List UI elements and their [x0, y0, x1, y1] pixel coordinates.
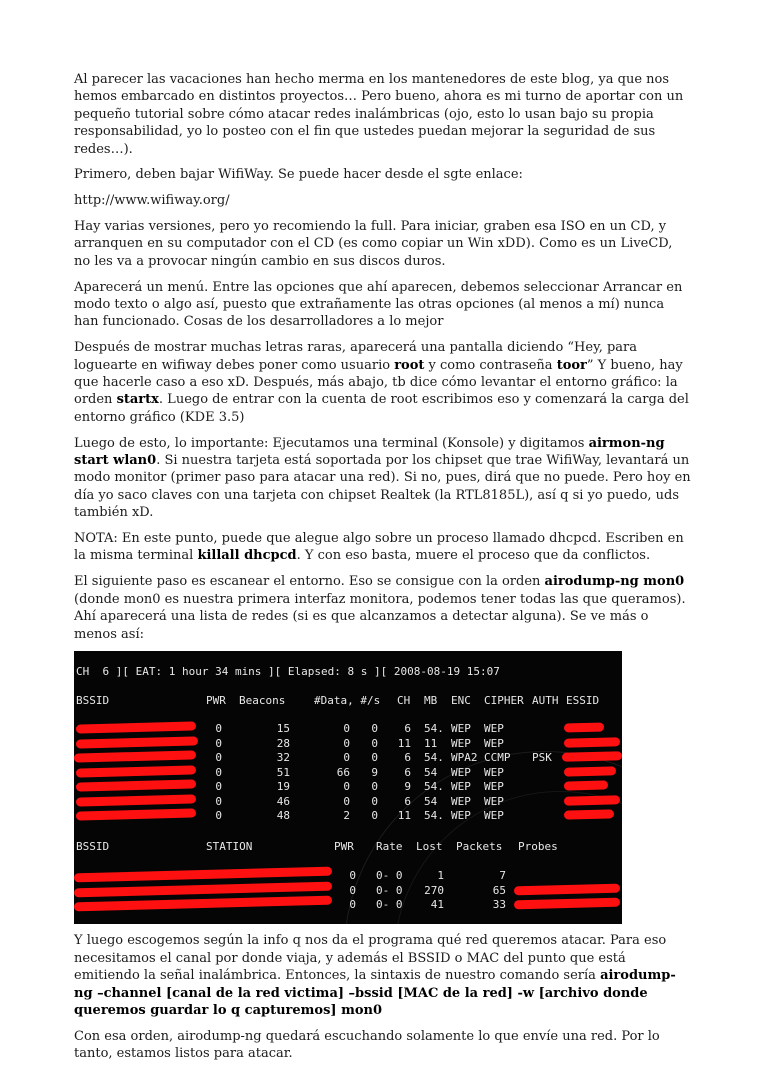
ap-cell-cipher: CCMP: [484, 751, 511, 765]
ap-cell-pwr: 0: [215, 751, 222, 765]
ap-cell-beacons: 28: [276, 736, 290, 750]
ap-header-essid: ESSID: [566, 694, 600, 708]
ap-cell-enc: WEP: [451, 736, 471, 750]
redaction-bssid: [76, 722, 196, 734]
ap-cell-per_s: 0: [371, 809, 378, 823]
redaction-bssid: [74, 751, 196, 763]
ap-cell-mb: 54.: [424, 751, 444, 765]
ap-cell-mb: 54: [424, 765, 438, 779]
wifiway-link[interactable]: http://www.wifiway.org/: [74, 193, 230, 209]
ap-cell-mb: 54.: [424, 809, 444, 823]
ap-cell-cipher: WEP: [484, 794, 504, 808]
cmd-airmon: airmon-ng start wlan0: [74, 435, 665, 469]
ap-cell-per_s: 9: [371, 765, 378, 779]
client-header-lost: Lost: [416, 840, 443, 854]
paragraph-listening: Con esa orden, airodump-ng quedará escuchando solamente lo que envíe una red. Por lo tanto, estamos listos para atacar.: [74, 1028, 660, 1062]
client-header-rate: Rate: [376, 840, 403, 854]
redaction-station: [74, 881, 332, 897]
ap-cell-data: 0: [343, 751, 350, 765]
ap-cell-data: 0: [343, 780, 350, 794]
ap-cell-per_s: 0: [371, 780, 378, 794]
ap-cell-ch: 6: [404, 765, 411, 779]
ap-cell-beacons: 51: [276, 765, 290, 779]
ap-cell-cipher: WEP: [484, 722, 504, 736]
ap-cell-beacons: 15: [276, 722, 290, 736]
ap-cell-pwr: 0: [215, 765, 222, 779]
ap-cell-cipher: WEP: [484, 765, 504, 779]
ap-cell-data: 0: [343, 736, 350, 750]
cmd-root: root: [394, 357, 425, 373]
ap-cell-data: 2: [343, 809, 350, 823]
paragraph-versions: Hay varias versiones, pero yo recomiendo la full. Para iniciar, graben esa ISO en un CD, y arranquen en su computador con el CD (es como copiar un Win xDD). Como es un LiveCD, no les va a provocar ningún cambio en sus discos duros.: [74, 219, 673, 269]
redaction-essid: [564, 766, 616, 776]
ap-cell-data: 0: [343, 722, 350, 736]
ap-header-ch: CH: [397, 694, 411, 708]
ap-cell-enc: WEP: [451, 794, 471, 808]
client-header-station: STATION: [206, 840, 253, 854]
redaction-bssid: [76, 794, 196, 806]
ap-cell-pwr: 0: [215, 780, 222, 794]
paragraph-note: NOTA: En este punto, puede que alegue algo sobre un proceso llamado dhcpcd. Escriben en la misma terminal killall dhcpcd. Y con eso basta, muere el proceso que da conflictos.: [74, 531, 684, 564]
ap-cell-ch: 6: [404, 722, 411, 736]
paragraph-scan: El siguiente paso es escanear el entorno. Eso se consigue con la orden airodump-ng mon0 (donde mon0 es nuestra primera interfaz monitora, podemos tener todas las que queramos). Ahí aparecerá una lista de redes (si es que alcanzamos a detectar alguna). Se ve más o menos así:: [74, 574, 686, 642]
ap-cell-per_s: 0: [371, 794, 378, 808]
ap-cell-data: 0: [343, 794, 350, 808]
ap-cell-pwr: 0: [215, 736, 222, 750]
ap-cell-enc: WEP: [451, 809, 471, 823]
ap-cell-ch: 11: [397, 736, 411, 750]
cmd-toor: toor: [556, 357, 587, 373]
client-cell-lost: 270: [424, 883, 444, 897]
ap-cell-cipher: WEP: [484, 780, 504, 794]
ap-cell-beacons: 19: [276, 780, 290, 794]
client-cell-pwr: 0: [349, 898, 356, 912]
client-header-bssid: BSSID: [76, 840, 110, 854]
paragraph-airmon: Luego de esto, lo importante: Ejecutamos una terminal (Konsole) y digitamos airmon-ng start wlan0. Si nuestra tarjeta está soportada por los chipset que trae WifiWay, levantará un modo monitor (primer paso para atacar una red). Si no, pues, dirá que no puede. Pero hoy en día yo saco claves con una tarjeta con chipset Realtek (la RTL8185L), así q si yo puedo, uds también xD.: [74, 435, 691, 521]
client-header-packets: Packets: [456, 840, 503, 854]
ap-cell-pwr: 0: [215, 794, 222, 808]
ap-cell-enc: WEP: [451, 765, 471, 779]
ap-cell-per_s: 0: [371, 722, 378, 736]
ap-header-mb: MB: [424, 694, 438, 708]
ap-cell-ch: 9: [404, 780, 411, 794]
ap-cell-beacons: 46: [276, 794, 290, 808]
ap-header-beacons: Beacons: [239, 694, 286, 708]
ap-cell-beacons: 48: [276, 809, 290, 823]
cmd-airodump: airodump-ng mon0: [544, 574, 685, 590]
ap-header-pwr: PWR: [206, 694, 226, 708]
redaction-station: [74, 896, 332, 912]
client-cell-lost: 1: [437, 869, 444, 883]
redaction-station: [74, 867, 332, 883]
ap-header-data: #Data, #/s: [314, 694, 381, 708]
paragraph-intro: Al parecer las vacaciones han hecho merma en los mantenedores de este blog, ya que nos hemos embarcado en distintos proyectos… Pero bueno, ahora es mi turno de aportar con un pequeño tutorial sobre cómo atacar redes inalámbricas (ojo, esto lo usan bajo su propia responsabilidad, yo lo posteo con el fin que ustedes puedan mejorar la seguridad de sus redes…).: [74, 72, 684, 157]
redaction-bssid: [76, 765, 196, 777]
ap-cell-enc: WEP: [451, 780, 471, 794]
article-body: [74, 71, 692, 1071]
terminal-status-line: CH 6 ][ EAT: 1 hour 34 mins ][ Elapsed: 8 s ][ 2008-08-19 15:07: [76, 665, 500, 679]
client-cell-packets: 7: [499, 869, 506, 883]
client-cell-rate: 0- 0: [376, 898, 403, 912]
paragraph-download: Primero, deben bajar WifiWay. Se puede hacer desde el sgte enlace:: [74, 167, 523, 183]
client-header-probes: Probes: [518, 840, 558, 854]
redaction-bssid: [76, 809, 196, 821]
ap-header-enc: ENC: [451, 694, 471, 708]
cmd-airodump-channel: airodump-ng –channel [canal de la red victima] –bssid [MAC de la red] -w [archivo donde queremos guardar lo q capturemos] mon0: [74, 968, 676, 1018]
terminal-screenshot: [74, 651, 622, 924]
ap-cell-auth: PSK: [532, 751, 552, 765]
ap-cell-ch: 6: [404, 794, 411, 808]
paragraph-menu: Aparecerá un menú. Entre las opciones que ahí aparecen, debemos seleccionar Arrancar en modo texto o algo así, puesto que extrañamente las otras opciones (al menos a mí) nunca han funcionado. Cosas de los desarrolladores a lo mejor: [74, 279, 683, 330]
client-cell-packets: 65: [492, 883, 506, 897]
client-cell-rate: 0- 0: [376, 869, 403, 883]
ap-header-bssid: BSSID: [76, 694, 110, 708]
ap-header-auth: AUTH: [532, 694, 559, 708]
ap-cell-ch: 6: [404, 751, 411, 765]
client-cell-pwr: 0: [349, 883, 356, 897]
redaction-essid: [564, 723, 604, 733]
ap-cell-cipher: WEP: [484, 736, 504, 750]
ap-cell-mb: 11: [424, 736, 438, 750]
ap-cell-enc: WPA2: [451, 751, 478, 765]
ap-cell-pwr: 0: [215, 809, 222, 823]
ap-cell-ch: 11: [397, 809, 411, 823]
redaction-essid: [562, 752, 622, 763]
ap-header-cipher: CIPHER: [484, 694, 524, 708]
paragraph-choose-network: Y luego escogemos según la info q nos da el programa qué red queremos atacar. Para eso necesitamos el canal por donde viaja, y además el BSSID o MAC del punto que está emitiendo la señal inalámbrica. Entonces, la sintaxis de nuestro comando sería airodump-ng –channel [canal de la red victima] –bssid [MAC de la red] -w [archivo donde queremos guardar lo q capturemos] mon0: [74, 933, 676, 1018]
ap-cell-per_s: 0: [371, 751, 378, 765]
ap-cell-per_s: 0: [371, 736, 378, 750]
ap-cell-beacons: 32: [276, 751, 290, 765]
ap-cell-mb: 54.: [424, 722, 444, 736]
paragraph-login: Después de mostrar muchas letras raras, aparecerá una pantalla diciendo “Hey, para loguearte en wifiway debes poner como usuario root y como contraseña toor” Y bueno, hay que hacerle caso a eso xD. Después, más abajo, tb dice cómo levantar el entorno gráfico: la orden startx. Luego de entrar con la cuenta de root escribimos eso y comenzará la carga del entorno gráfico (KDE 3.5): [74, 340, 689, 425]
ap-cell-mb: 54: [424, 794, 438, 808]
ap-cell-pwr: 0: [215, 722, 222, 736]
client-cell-rate: 0- 0: [376, 883, 403, 897]
client-cell-lost: 41: [430, 898, 444, 912]
client-cell-pwr: 0: [349, 869, 356, 883]
redaction-essid: [564, 781, 608, 791]
ap-cell-cipher: WEP: [484, 809, 504, 823]
client-header-pwr: PWR: [334, 840, 354, 854]
redaction-essid: [564, 795, 620, 805]
cmd-killall: killall dhcpcd: [197, 548, 297, 564]
redaction-essid: [564, 810, 614, 820]
ap-cell-mb: 54.: [424, 780, 444, 794]
cmd-startx: startx: [116, 392, 159, 408]
redaction-bssid: [76, 780, 196, 792]
ap-cell-data: 66: [336, 765, 350, 779]
client-cell-packets: 33: [492, 898, 506, 912]
ap-cell-enc: WEP: [451, 722, 471, 736]
redaction-essid: [564, 737, 620, 747]
redaction-bssid: [76, 736, 198, 748]
